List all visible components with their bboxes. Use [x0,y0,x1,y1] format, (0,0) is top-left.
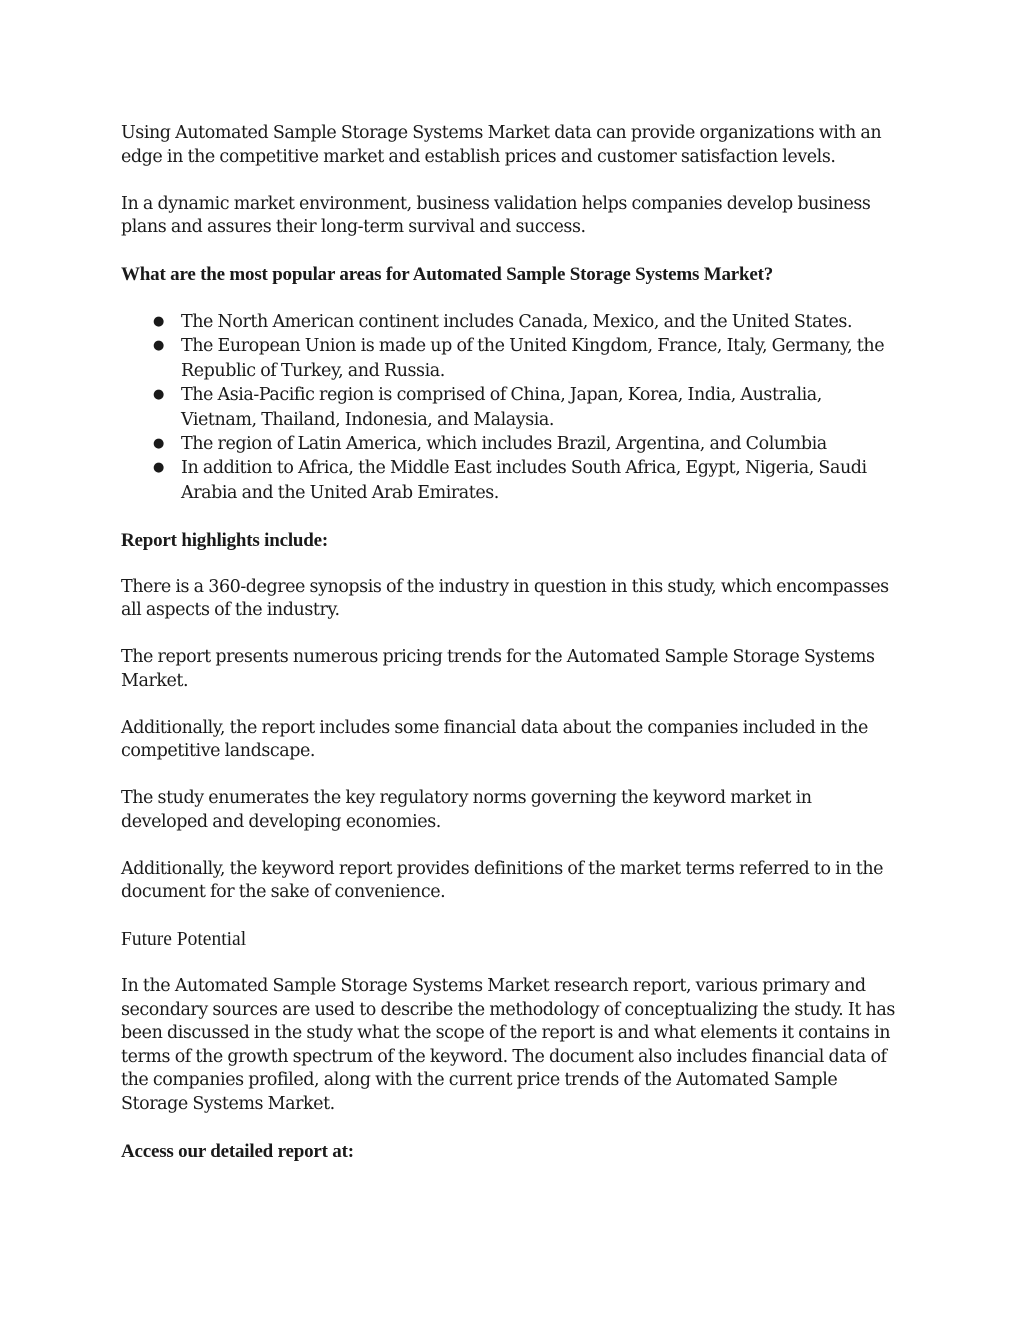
regions-heading: What are the most popular areas for Automated Sample Storage Systems Market? [121,264,774,285]
list-item [121,432,896,456]
list-item [121,383,896,432]
list-item [121,334,896,383]
future-potential-heading: Future Potential [121,929,247,951]
highlight-paragraph-1: There is a 360-degree synopsis of the industry in question in this study, which encompasses all aspects of the industry. [121,576,889,621]
list-item-text: The Asia-Pacific region is comprised of China, Japan, Korea, India, Australia, Vietnam, Thailand, Indonesia, and Malaysia. [181,385,822,430]
highlight-paragraph-5: Additionally, the keyword report provides definitions of the market terms referred to in the document for the sake of convenience. [121,858,884,903]
highlight-paragraph-2: The report presents numerous pricing trends for the Automated Sample Storage Systems Market. [121,647,875,691]
highlights-heading: Report highlights include: [121,529,328,551]
list-item-text: The region of Latin America, which includes Brazil, Argentina, and Columbia [181,434,827,455]
bullet-icon: ● [153,460,164,476]
list-item-text: The North American continent includes Canada, Mexico, and the United States. [181,312,853,332]
highlight-paragraph-4: The study enumerates the key regulatory norms governing the keyword market in developed and developing economies. [121,788,812,832]
regions-list [121,310,896,505]
bullet-icon: ● [153,314,164,329]
bullet-icon: ● [153,436,164,452]
access-report-heading: Access our detailed report at: [121,1140,354,1162]
document-page [121,122,896,1187]
list-item [121,456,896,505]
intro-paragraph-1: Using Automated Sample Storage Systems Market data can provide organizations with an edge in the competitive market and establish prices and customer satisfaction levels. [121,123,882,167]
intro-paragraph-2: In a dynamic market environment, business validation helps companies develop business plans and assures their long-term survival and success. [121,193,871,237]
future-potential-paragraph: In the Automated Sample Storage Systems Market research report, various primary and secondary sources are used to describe the methodology of conceptualizing the study. It has been discussed in the study what the scope of the report is and what elements it contains in terms of the growth spectrum of the keyword. The document also includes financial data of the companies profiled, along with the current price trends of the Automated Sample Storage Systems Market. [121,976,895,1114]
list-item-text: The European Union is made up of the United Kingdom, France, Italy, Germany, the Republic of Turkey, and Russia. [181,336,885,381]
list-item [121,310,896,334]
list-item-text: In addition to Africa, the Middle East includes South Africa, Egypt, Nigeria, Saudi Arabia and the United Arab Emirates. [181,458,867,503]
highlight-paragraph-3: Additionally, the report includes some financial data about the companies included in the competitive landscape. [121,717,868,762]
bullet-icon: ● [153,387,164,403]
bullet-icon: ● [153,338,164,354]
